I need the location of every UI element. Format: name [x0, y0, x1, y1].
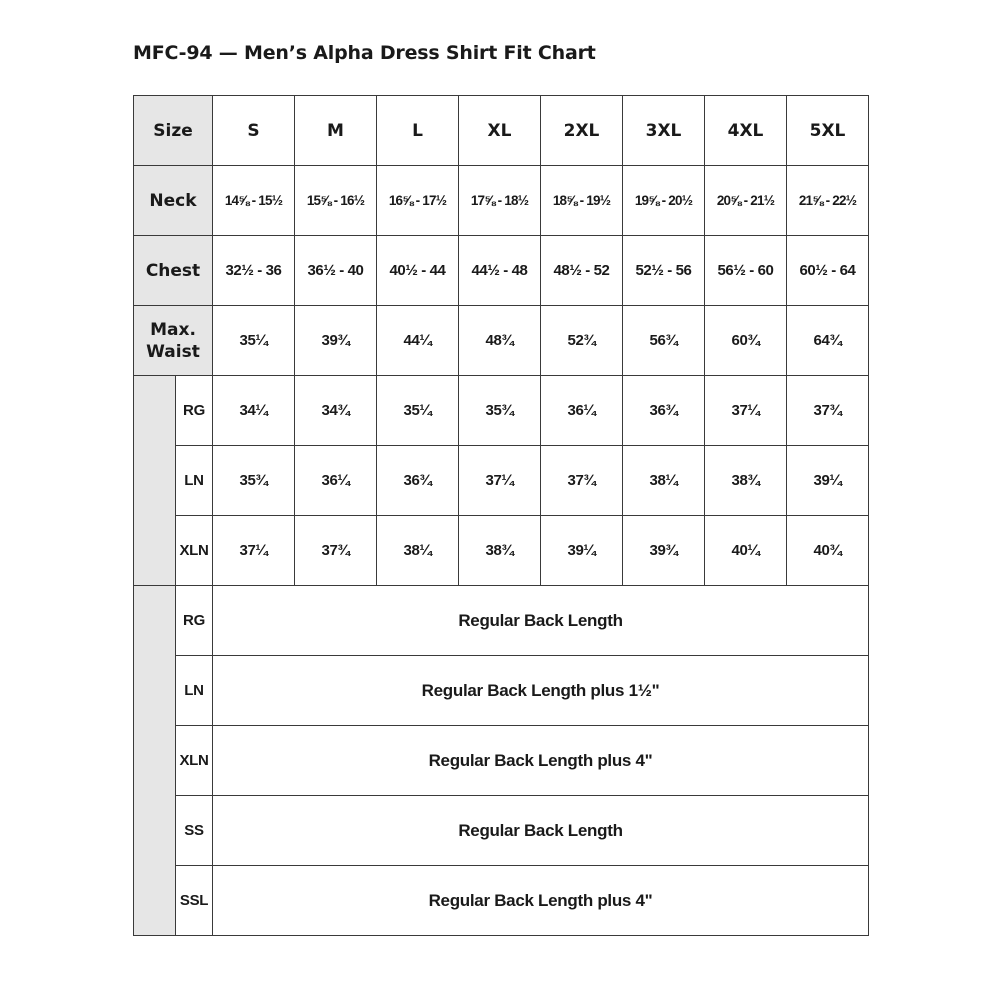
neck-row: [134, 166, 869, 236]
waist-cell: 44¼: [377, 306, 459, 376]
sleeve-cell: 40¼: [705, 516, 787, 586]
back-length-text: Regular Back Length: [213, 586, 869, 656]
back-length-group-label: [134, 586, 176, 936]
back-code: RG: [176, 586, 213, 656]
neck-cell: 20⅝ - 21½: [705, 166, 787, 236]
back-code: SSL: [176, 866, 213, 936]
sleeve-code: RG: [176, 376, 213, 446]
waist-cell: 48¾: [459, 306, 541, 376]
size-header-cell: 4XL: [705, 96, 787, 166]
neck-cell: 17⅝ - 18½: [459, 166, 541, 236]
chest-label: Chest: [134, 236, 213, 306]
waist-label-line2: Waist: [146, 341, 200, 362]
sleeve-cell: 35¼: [377, 376, 459, 446]
back-row-rg: [134, 586, 869, 656]
size-header-cell: 3XL: [623, 96, 705, 166]
back-row-ss: [134, 796, 869, 866]
waist-cell: 64¾: [787, 306, 869, 376]
sleeve-row-rg: [134, 376, 869, 446]
sleeve-cell: 36¼: [295, 446, 377, 516]
size-header-cell: L: [377, 96, 459, 166]
sleeve-cell: 37¾: [295, 516, 377, 586]
sleeve-cell: 34¼: [213, 376, 295, 446]
size-header-label: Size: [134, 96, 213, 166]
waist-label: [134, 306, 213, 376]
chart-title: MFC-94 — Men’s Alpha Dress Shirt Fit Chart: [133, 42, 596, 64]
sleeve-code: XLN: [176, 516, 213, 586]
chest-cell: 60½ - 64: [787, 236, 869, 306]
sleeve-cell: 37¾: [787, 376, 869, 446]
sleeve-cell: 38¼: [377, 516, 459, 586]
neck-cell: 21⅝ - 22½: [787, 166, 869, 236]
chest-cell: 36½ - 40: [295, 236, 377, 306]
chest-cell: 48½ - 52: [541, 236, 623, 306]
sleeve-cell: 35¾: [213, 446, 295, 516]
fit-chart-table: [133, 95, 869, 936]
neck-cell: 14⅝ - 15½: [213, 166, 295, 236]
waist-cell: 39¾: [295, 306, 377, 376]
waist-cell: 52¾: [541, 306, 623, 376]
sleeve-code: LN: [176, 446, 213, 516]
sleeve-cell: 37¼: [213, 516, 295, 586]
sleeve-cell: 38¼: [623, 446, 705, 516]
neck-cell: 15⅝ - 16½: [295, 166, 377, 236]
sleeve-cell: 36¼: [541, 376, 623, 446]
sleeve-cell: 39¼: [541, 516, 623, 586]
back-row-xln: [134, 726, 869, 796]
sleeve-cell: 36¾: [623, 376, 705, 446]
sleeve-cell: 39¼: [787, 446, 869, 516]
back-row-ssl: [134, 866, 869, 936]
neck-cell: 18⅝ - 19½: [541, 166, 623, 236]
waist-row: [134, 306, 869, 376]
size-header-cell: 5XL: [787, 96, 869, 166]
waist-cell: 60¾: [705, 306, 787, 376]
back-row-ln: [134, 656, 869, 726]
sleeve-row-xln: [134, 516, 869, 586]
chest-cell: 32½ - 36: [213, 236, 295, 306]
sleeve-cell: 35¾: [459, 376, 541, 446]
back-length-text: Regular Back Length plus 4": [213, 866, 869, 936]
sleeve-cell: 34¾: [295, 376, 377, 446]
chest-cell: 56½ - 60: [705, 236, 787, 306]
waist-cell: 56¾: [623, 306, 705, 376]
sleeve-cell: 38¾: [459, 516, 541, 586]
sleeve-cell: 40¾: [787, 516, 869, 586]
sleeve-cell: 37¾: [541, 446, 623, 516]
size-row: [134, 96, 869, 166]
size-header-cell: XL: [459, 96, 541, 166]
sleeve-cell: 37¼: [705, 376, 787, 446]
back-code: XLN: [176, 726, 213, 796]
sleeve-length-group-label: [134, 376, 176, 586]
sleeve-cell: 37¼: [459, 446, 541, 516]
sleeve-row-ln: [134, 446, 869, 516]
chest-cell: 52½ - 56: [623, 236, 705, 306]
waist-cell: 35¼: [213, 306, 295, 376]
back-length-text: Regular Back Length: [213, 796, 869, 866]
size-header-cell: 2XL: [541, 96, 623, 166]
back-code: LN: [176, 656, 213, 726]
chest-cell: 40½ - 44: [377, 236, 459, 306]
sleeve-cell: 39¾: [623, 516, 705, 586]
size-header-cell: S: [213, 96, 295, 166]
back-length-text: Regular Back Length plus 1½": [213, 656, 869, 726]
sleeve-cell: 38¾: [705, 446, 787, 516]
sleeve-cell: 36¾: [377, 446, 459, 516]
neck-cell: 16⅝ - 17½: [377, 166, 459, 236]
back-code: SS: [176, 796, 213, 866]
waist-label-line1: Max.: [150, 319, 196, 340]
back-length-text: Regular Back Length plus 4": [213, 726, 869, 796]
chest-cell: 44½ - 48: [459, 236, 541, 306]
size-header-cell: M: [295, 96, 377, 166]
chest-row: [134, 236, 869, 306]
neck-label: Neck: [134, 166, 213, 236]
neck-cell: 19⅝ - 20½: [623, 166, 705, 236]
